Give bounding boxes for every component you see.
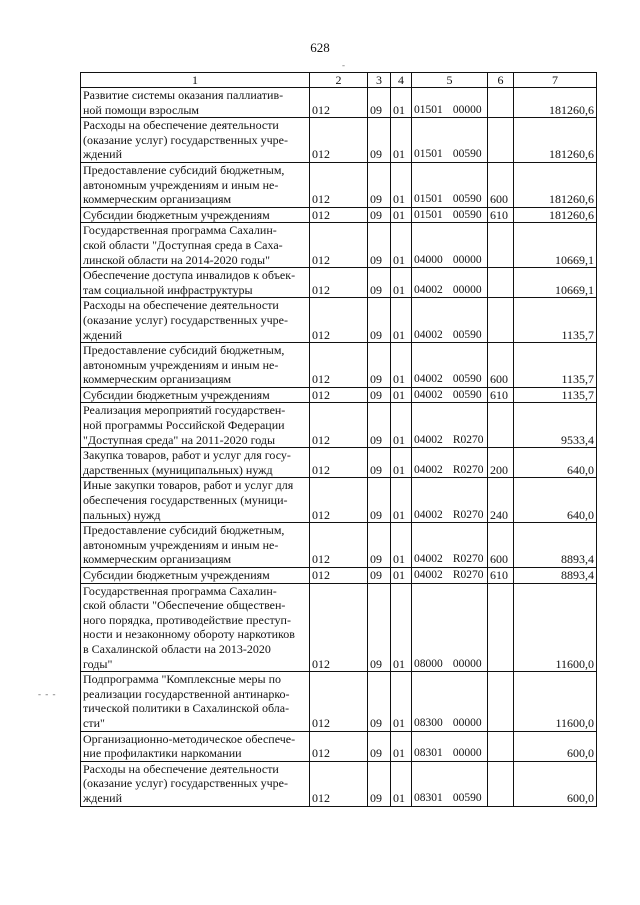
row-target-code-direction: R0270 [452,508,484,521]
row-name-line: ной программы Российской Федерации [83,418,285,433]
table-row [81,523,597,568]
row-target-code-cell [412,223,488,268]
row-target-code-direction: 00590 [452,208,482,221]
row-name-line: автономным учреждениям и иным не- [83,177,279,192]
row-target-code-direction: 00590 [452,388,482,401]
row-pr-cell: 01 [391,672,412,731]
row-target-code-program: 04002 [414,388,443,401]
row-name-line: (оказание услуг) государственных учре- [83,776,288,791]
row-grbs-cell: 012 [310,118,368,163]
row-target-code-cell [412,207,488,223]
row-name-line: пальных) нужд [83,507,161,522]
row-name-line: Расходы на обеспечение деятельности [83,298,279,313]
row-pr-cell: 01 [391,387,412,403]
row-amount-cell: 600,0 [514,761,597,806]
row-pr-cell: 01 [391,731,412,761]
header-col-3: 3 [368,73,391,88]
row-rz-cell: 09 [368,731,391,761]
row-target-code-direction: 00000 [452,253,482,266]
row-name-line: Расходы на обеспечение деятельности [83,118,279,133]
row-expense-type-cell [488,88,514,118]
row-name-line: Расходы на обеспечение деятельности [83,761,279,776]
row-name-line: Иные закупки товаров, работ и услуг для [83,478,294,493]
row-name-cell [81,523,310,568]
row-target-code-cell [412,118,488,163]
row-name-line: линской области на 2014-2020 годы" [83,252,271,267]
row-rz-cell: 09 [368,761,391,806]
row-target-code-direction: 00000 [452,657,482,670]
row-amount-cell: 10669,1 [514,223,597,268]
row-pr-cell: 01 [391,118,412,163]
row-expense-type-cell: 600 [488,523,514,568]
row-name-line: автономным учреждениям и иным не- [83,537,279,552]
row-target-code-cell [412,523,488,568]
row-amount-cell: 1135,7 [514,343,597,388]
row-target-code-program: 01501 [414,103,443,116]
row-grbs-cell: 012 [310,207,368,223]
row-name-line: коммерческим организациям [83,552,232,567]
row-pr-cell: 01 [391,223,412,268]
table-row [81,88,597,118]
row-name-line: (оказание услуг) государственных учре- [83,132,288,147]
row-target-code-cell [412,478,488,523]
header-col-6: 6 [488,73,514,88]
row-amount-cell: 181260,6 [514,88,597,118]
table-row [81,387,597,403]
row-rz-cell: 09 [368,583,391,672]
row-name-line: ской области "Доступная среда в Саха- [83,237,283,252]
row-grbs-cell: 012 [310,568,368,584]
row-rz-cell: 09 [368,387,391,403]
row-target-code-program: 01501 [414,148,443,161]
row-name-line: ждений [83,790,122,805]
row-amount-cell: 1135,7 [514,298,597,343]
row-amount-cell: 8893,4 [514,568,597,584]
row-pr-cell: 01 [391,403,412,448]
header-col-4: 4 [391,73,412,88]
page-number: 628 [310,40,330,55]
row-target-code-cell [412,343,488,388]
row-rz-cell: 09 [368,118,391,163]
row-amount-cell: 11600,0 [514,672,597,731]
row-grbs-cell: 012 [310,523,368,568]
row-name-line: Предоставление субсидий бюджетным, [83,523,285,538]
row-target-code-program: 04002 [414,373,443,386]
row-name-line: Субсидии бюджетным учреждениям [83,207,270,222]
table-body [81,88,597,807]
row-grbs-cell: 012 [310,162,368,207]
row-name-cell [81,162,310,207]
row-target-code-cell [412,298,488,343]
row-name-line: Развитие системы оказания паллиатив- [83,88,284,102]
row-target-code-cell [412,88,488,118]
row-expense-type-cell: 600 [488,343,514,388]
row-expense-type-cell: 240 [488,478,514,523]
row-name-line: тической политики в Сахалинской обла- [83,701,290,716]
row-target-code-cell [412,387,488,403]
row-grbs-cell: 012 [310,448,368,478]
header-col-7: 7 [514,73,597,88]
row-expense-type-cell: 600 [488,162,514,207]
table-header [81,73,597,88]
table-row [81,403,597,448]
row-target-code-direction: 00590 [452,791,482,804]
row-name-line: в Сахалинской области на 2013-2020 [83,641,271,656]
row-grbs-cell: 012 [310,223,368,268]
row-pr-cell: 01 [391,88,412,118]
row-name-line: автономным учреждениям и иным не- [83,357,279,372]
row-name-cell [81,223,310,268]
row-name-line: ние профилактики наркомании [83,746,242,761]
row-rz-cell: 09 [368,88,391,118]
budget-table [80,72,597,807]
row-name-line: Подпрограмма "Комплексные меры по [83,672,282,687]
row-expense-type-cell [488,583,514,672]
row-name-line: Обеспечение доступа инвалидов к объек- [83,268,296,283]
row-name-line: реализации государственной антинарко- [83,686,290,701]
row-name-line: ного порядка, противодействие преступ- [83,612,291,627]
row-pr-cell: 01 [391,207,412,223]
row-name-line: Предоставление субсидий бюджетным, [83,162,285,177]
row-target-code-program: 08301 [414,747,443,760]
row-target-code-program: 04002 [414,463,443,476]
row-name-cell [81,118,310,163]
row-grbs-cell: 012 [310,731,368,761]
row-expense-type-cell [488,223,514,268]
row-name-cell [81,478,310,523]
header-col-1: 1 [81,73,310,88]
row-target-code-program: 04002 [414,328,443,341]
row-name-line: коммерческим организациям [83,192,232,207]
table-row [81,268,597,298]
table-row [81,298,597,343]
table-row [81,583,597,672]
table-row [81,118,597,163]
row-name-line: ности и незаконному обороту наркотиков [83,627,295,642]
row-name-cell [81,88,310,118]
row-amount-cell: 11600,0 [514,583,597,672]
row-name-cell [81,387,310,403]
row-rz-cell: 09 [368,223,391,268]
row-name-cell [81,343,310,388]
table-row [81,672,597,731]
row-target-code-direction: R0270 [452,553,484,566]
row-name-line: ской области "Обеспечение обществен- [83,598,286,613]
row-rz-cell: 09 [368,207,391,223]
row-target-code-program: 08000 [414,657,443,670]
row-rz-cell: 09 [368,162,391,207]
row-target-code-program: 04002 [414,569,443,581]
row-pr-cell: 01 [391,568,412,584]
row-target-code-direction: 00000 [452,747,482,760]
row-target-code-cell [412,583,488,672]
row-grbs-cell: 012 [310,298,368,343]
row-target-code-cell [412,731,488,761]
row-name-line: Государственная программа Сахалин- [83,583,277,598]
row-name-line: коммерческим организациям [83,372,232,387]
row-name-cell [81,268,310,298]
row-name-cell [81,448,310,478]
row-rz-cell: 09 [368,568,391,584]
row-grbs-cell: 012 [310,478,368,523]
row-expense-type-cell [488,672,514,731]
row-expense-type-cell: 200 [488,448,514,478]
row-target-code-direction: 00590 [452,328,482,341]
row-name-line: Закупка товаров, работ и услуг для госу- [83,448,291,463]
row-name-cell [81,568,310,584]
table-row [81,223,597,268]
row-pr-cell: 01 [391,268,412,298]
row-rz-cell: 09 [368,672,391,731]
row-name-line: Организационно-методическое обеспече- [83,731,296,746]
row-name-line: Государственная программа Сахалин- [83,223,277,238]
row-target-code-direction: 00000 [452,716,482,729]
row-target-code-direction: 00590 [452,193,482,206]
header-col-5: 5 [412,73,488,88]
row-rz-cell: 09 [368,268,391,298]
table-row [81,761,597,806]
row-pr-cell: 01 [391,162,412,207]
row-target-code-program: 01501 [414,193,443,206]
table-row [81,343,597,388]
table-row [81,207,597,223]
row-pr-cell: 01 [391,343,412,388]
row-expense-type-cell [488,298,514,343]
row-target-code-program: 04002 [414,433,443,446]
row-name-line: сти" [83,715,105,730]
row-grbs-cell: 012 [310,268,368,298]
row-name-cell [81,403,310,448]
row-name-line: "Доступная среда" на 2011-2020 годы [83,432,276,447]
row-target-code-cell [412,761,488,806]
row-target-code-cell [412,672,488,731]
row-rz-cell: 09 [368,523,391,568]
row-target-code-direction: R0270 [452,569,484,581]
row-rz-cell: 09 [368,403,391,448]
row-pr-cell: 01 [391,478,412,523]
row-target-code-program: 04000 [414,253,443,266]
row-target-code-program: 04002 [414,508,443,521]
row-amount-cell: 10669,1 [514,268,597,298]
row-name-line: Субсидии бюджетным учреждениям [83,568,270,582]
row-grbs-cell: 012 [310,343,368,388]
row-grbs-cell: 012 [310,761,368,806]
table-row [81,731,597,761]
row-target-code-program: 08301 [414,791,443,804]
row-rz-cell: 09 [368,343,391,388]
row-pr-cell: 01 [391,523,412,568]
row-name-line: дарственных (муниципальных) нужд [83,462,273,477]
row-amount-cell: 640,0 [514,448,597,478]
row-amount-cell: 181260,6 [514,207,597,223]
row-amount-cell: 8893,4 [514,523,597,568]
row-name-cell [81,731,310,761]
row-name-line: Реализация мероприятий государствен- [83,403,286,418]
table-row [81,448,597,478]
table-row [81,162,597,207]
row-name-cell [81,761,310,806]
row-expense-type-cell: 610 [488,568,514,584]
row-target-code-cell [412,162,488,207]
row-amount-cell: 181260,6 [514,118,597,163]
row-name-line: ждений [83,327,122,342]
row-target-code-program: 08300 [414,716,443,729]
row-target-code-program: 04002 [414,553,443,566]
row-target-code-direction: R0270 [452,463,484,476]
row-grbs-cell: 012 [310,583,368,672]
row-expense-type-cell: 610 [488,387,514,403]
row-name-cell [81,672,310,731]
header-col-2: 2 [310,73,368,88]
row-name-line: Субсидии бюджетным учреждениям [83,387,270,402]
row-target-code-direction: 00590 [452,373,482,386]
row-expense-type-cell [488,761,514,806]
row-grbs-cell: 012 [310,672,368,731]
row-pr-cell: 01 [391,448,412,478]
row-amount-cell: 640,0 [514,478,597,523]
row-name-line: там социальной инфраструктуры [83,282,253,297]
row-pr-cell: 01 [391,761,412,806]
row-amount-cell: 600,0 [514,731,597,761]
row-grbs-cell: 012 [310,403,368,448]
row-target-code-direction: R0270 [452,433,484,446]
row-amount-cell: 1135,7 [514,387,597,403]
row-amount-cell: 181260,6 [514,162,597,207]
row-name-cell [81,298,310,343]
row-rz-cell: 09 [368,448,391,478]
row-target-code-program: 01501 [414,208,443,221]
row-target-code-program: 04002 [414,283,443,296]
row-target-code-direction: 00590 [452,148,482,161]
row-grbs-cell: 012 [310,88,368,118]
row-rz-cell: 09 [368,298,391,343]
row-expense-type-cell [488,403,514,448]
row-grbs-cell: 012 [310,387,368,403]
table-row [81,568,597,584]
row-name-cell [81,583,310,672]
row-name-line: обеспечения государственных (муници- [83,493,288,508]
row-target-code-direction: 00000 [452,283,482,296]
row-expense-type-cell: 610 [488,207,514,223]
row-name-line: годы" [83,656,113,671]
row-name-cell [81,207,310,223]
row-target-code-cell [412,268,488,298]
row-name-line: Предоставление субсидий бюджетным, [83,343,285,358]
row-rz-cell: 09 [368,478,391,523]
row-pr-cell: 01 [391,583,412,672]
row-pr-cell: 01 [391,298,412,343]
row-target-code-cell [412,403,488,448]
page-tick-mark: - [342,60,345,70]
row-target-code-cell [412,568,488,584]
row-name-line: ной помощи взрослым [83,102,199,117]
row-amount-cell: 9533,4 [514,403,597,448]
row-target-code-direction: 00000 [452,103,482,116]
row-target-code-cell [412,448,488,478]
header-row [81,73,597,88]
table-row [81,478,597,523]
row-expense-type-cell [488,268,514,298]
row-expense-type-cell [488,118,514,163]
row-name-line: ждений [83,147,122,162]
row-name-line: (оказание услуг) государственных учре- [83,312,288,327]
row-expense-type-cell [488,731,514,761]
margin-marks: - - - [38,689,57,699]
